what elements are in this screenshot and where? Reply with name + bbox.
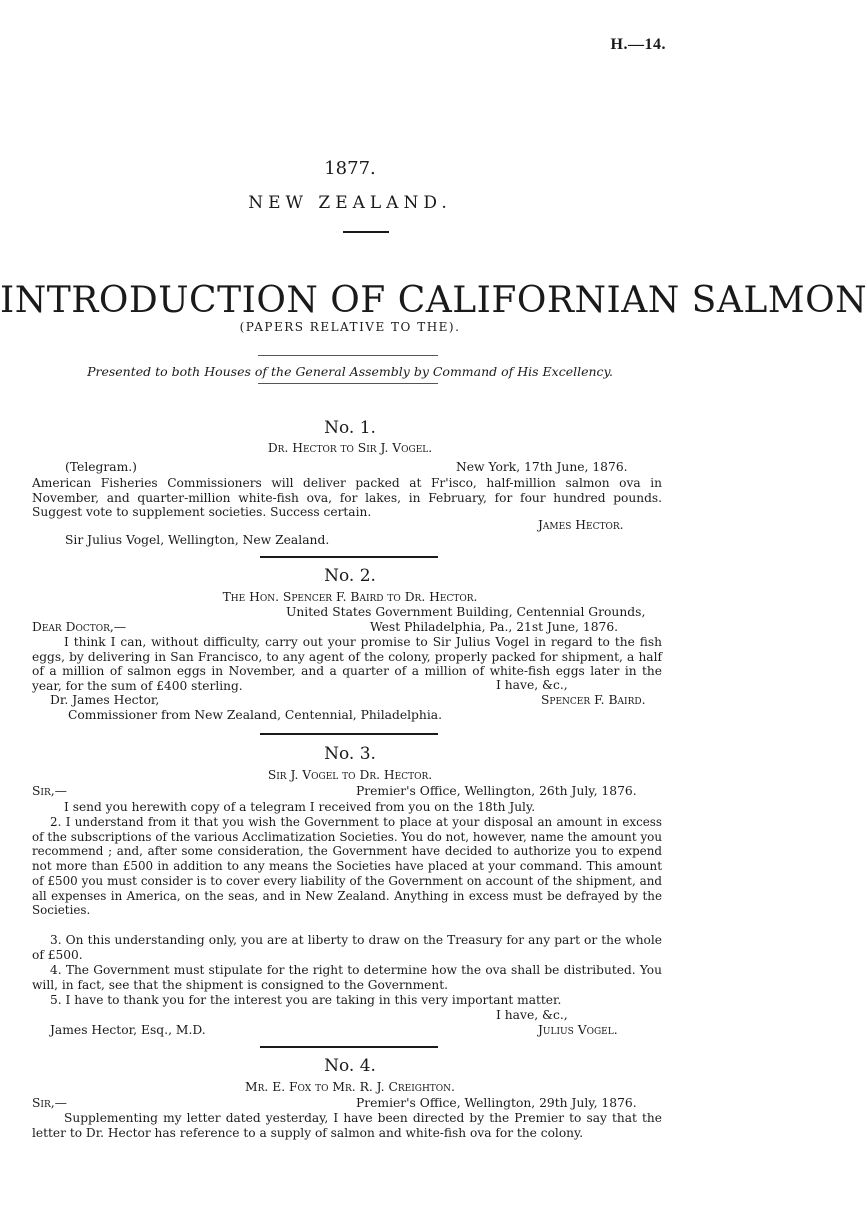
signature: James Hector. [538, 518, 624, 532]
salutation: Sir,— [32, 784, 67, 798]
document-title: INTRODUCTION OF CALIFORNIAN SALMON [0, 280, 867, 321]
salutation: Dear Doctor,— [32, 620, 127, 634]
section-divider [260, 733, 438, 735]
section-number: No. 1. [324, 418, 376, 438]
section-from-to: The Hon. Spencer F. Baird to Dr. Hector. [222, 590, 478, 604]
section-number: No. 4. [324, 1056, 376, 1076]
section-from-to: Sir J. Vogel to Dr. Hector. [267, 768, 433, 782]
place-date: New York, 17th June, 1876. [456, 460, 628, 474]
place-date: Premier's Office, Wellington, 29th July, 1876. [356, 1096, 637, 1110]
telegram-body: American Fisheries Commissioners will deliver packed at Fr'isco, half-million salmon ova in November, and quarter-million white-fish ova, for lakes, in February, for four hundred pounds. Suggest vote to supplement societies. Success certain. [32, 476, 662, 520]
addressee: Sir Julius Vogel, Wellington, New Zealand. [65, 533, 330, 547]
place-date: West Philadelphia, Pa., 21st June, 1876. [370, 620, 619, 634]
signature: Julius Vogel. [538, 1023, 618, 1037]
country: NEW ZEALAND. [248, 193, 452, 213]
addressee: Dr. James Hector, [50, 693, 160, 707]
letter-paragraph-2: 2. I understand from it that you wish the Government to place at your disposal an amount in excess of the subscriptions of the various Acclimatization Societies. You do not, however, name the amount you recommend ; and, after some consideration, the Government have decided to authorize you to expend not more than £500 in addition to any means the Societies have placed at your command. This amount of £500 you must consider is to cover every liability of the Government on account of the shipment, and all expenses in America, on the seas, and in New Zealand. Anything in excess must be defrayed by the Societies. [32, 815, 662, 918]
section-divider [260, 1046, 438, 1048]
section-from-to: Dr. Hector to Sir J. Vogel. [267, 441, 433, 455]
letter-paragraph-1: I send you herewith copy of a telegram I received from you on the 18th July. [64, 800, 536, 814]
address-line: United States Government Building, Centennial Grounds, [286, 605, 646, 619]
section-from-to: Mr. E. Fox to Mr. R. J. Creighton. [245, 1080, 455, 1094]
telegram-label: (Telegram.) [65, 460, 137, 474]
signature: Spencer F. Baird. [541, 693, 646, 707]
section-divider [260, 556, 438, 558]
closing: I have, &c., [496, 678, 568, 692]
divider-rule [258, 355, 438, 356]
place-date: Premier's Office, Wellington, 26th July, 1876. [356, 784, 637, 798]
section-number: No. 2. [324, 566, 376, 586]
closing: I have, &c., [496, 1008, 568, 1022]
letter-paragraph-5: 5. I have to thank you for the interest you are taking in this very important matter. [50, 993, 562, 1007]
year: 1877. [324, 158, 376, 179]
page-reference: H.—14. [610, 36, 666, 53]
letter-body: I think I can, without difficulty, carry out your promise to Sir Julius Vogel in regard to the fish eggs, by delivering in San Francisco, to any agent of the colony, properly packed for shipment, a half of a million of salmon eggs in November, and a quarter of a million of white-fish eggs later in the year, for the sum of £400 sterling. [32, 635, 662, 694]
letter-paragraph-4: 4. The Government must stipulate for the right to determine how the ova shall be distributed. You will, in fact, see that the shipment is consigned to the Government. [32, 963, 662, 992]
addressee: James Hector, Esq., M.D. [50, 1023, 206, 1037]
letter-body: Supplementing my letter dated yesterday, I have been directed by the Premier to say that the letter to Dr. Hector has reference to a supply of salmon and white-fish ova for the colony. [32, 1111, 662, 1140]
addressee-title: Commissioner from New Zealand, Centennial, Philadelphia. [68, 708, 443, 722]
salutation: Sir,— [32, 1096, 67, 1110]
section-number: No. 3. [324, 744, 376, 764]
divider-rule [343, 231, 389, 233]
divider-rule [258, 383, 438, 384]
presented-line: Presented to both Houses of the General Assembly by Command of His Excellency. [87, 364, 613, 379]
document-subtitle: (PAPERS RELATIVE TO THE). [239, 320, 461, 334]
letter-paragraph-3: 3. On this understanding only, you are at liberty to draw on the Treasury for any part or the whole of £500. [32, 933, 662, 962]
